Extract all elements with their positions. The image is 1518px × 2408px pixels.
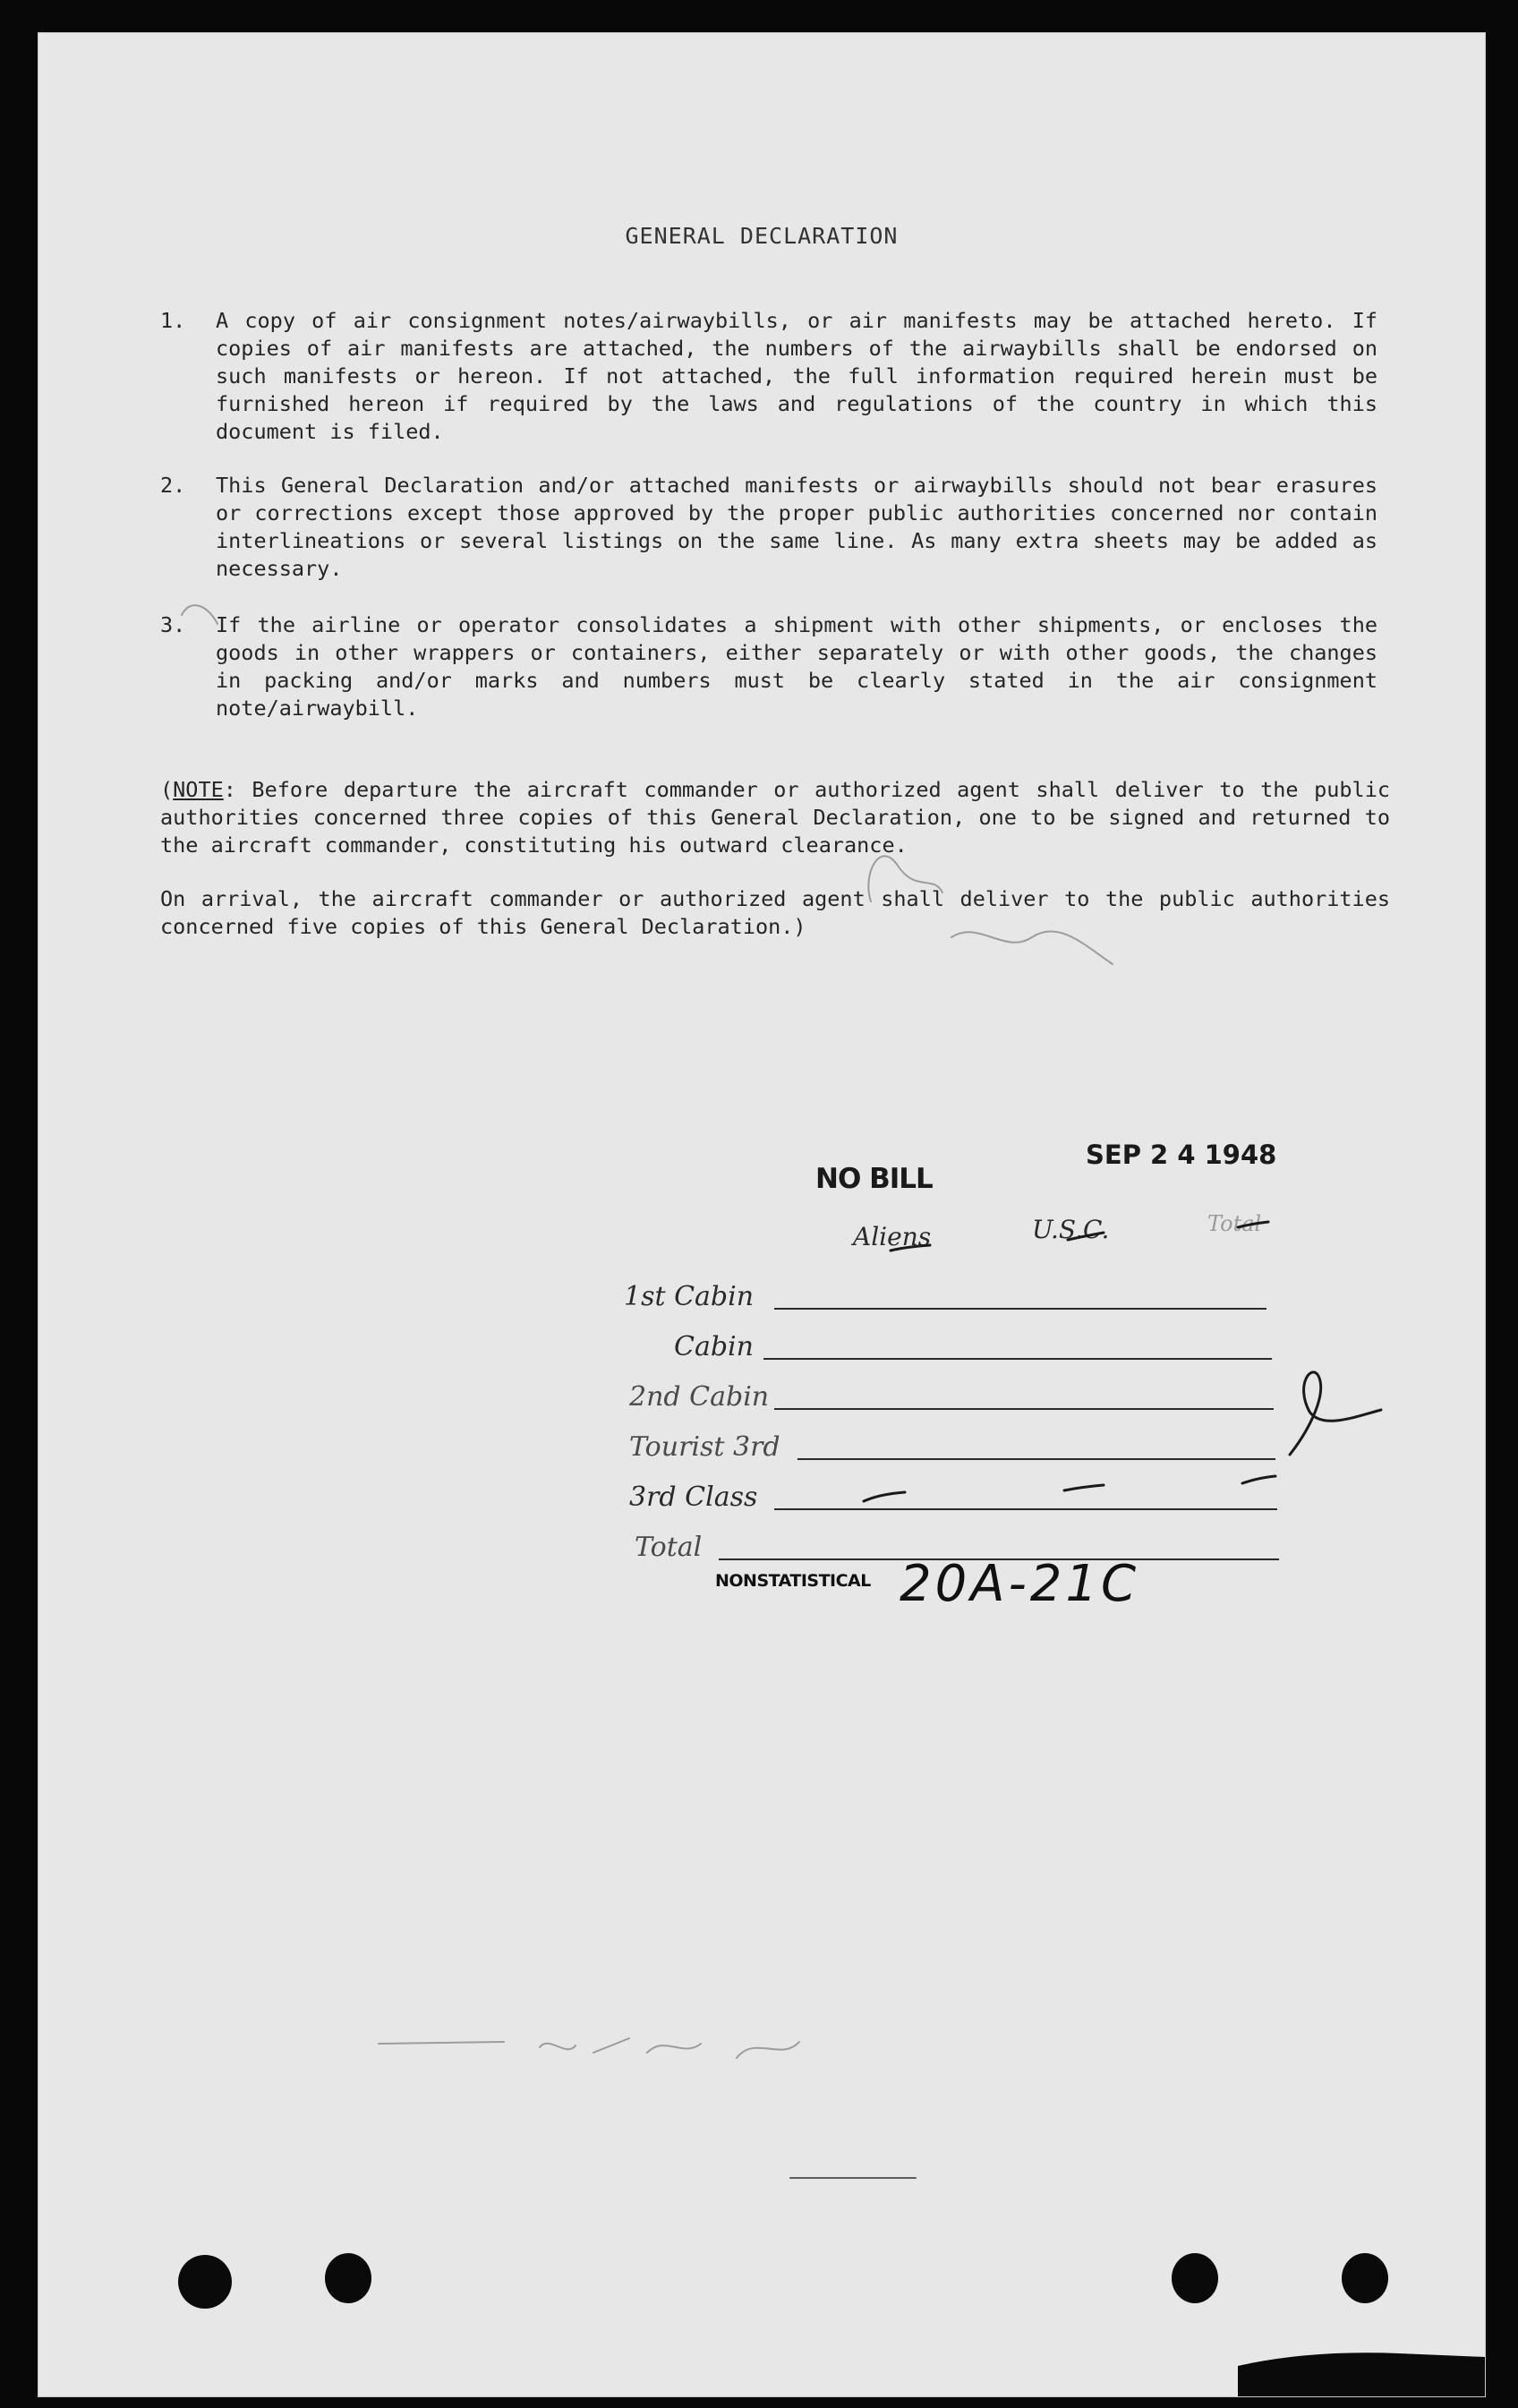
column-aliens: Aliens (853, 1222, 932, 1251)
handwritten-code: 20A-21C (900, 1555, 1140, 1613)
row-first-cabin: 1st Cabin (624, 1281, 755, 1312)
item-number: 2. (160, 473, 186, 498)
item-text: This General Declaration and/or attached manifests or airwaybills should not bear erasures or corrections except those approved by the proper public authorities concerned nor contain interlineations or several listings on the same line. As many extra sheets may be added as necessary. (216, 473, 1377, 581)
tick-mark (864, 1492, 905, 1501)
tick-mark (1242, 1476, 1275, 1483)
initials-mark (1290, 1372, 1381, 1455)
handwritten-marks (38, 33, 1485, 2396)
row-second-cabin: 2nd Cabin (629, 1381, 770, 1413)
punch-hole (325, 2253, 371, 2303)
arrival-note: On arrival, the aircraft commander or authorized agent shall deliver to the public authorities concerned five copies of this General Declaration.) (160, 886, 1390, 939)
torn-corner (1238, 2352, 1485, 2396)
faint-mirrored-text (540, 2038, 799, 2058)
row-tourist-third: Tourist 3rd (629, 1431, 780, 1463)
date-stamp: SEP 2 4 1948 (1086, 1140, 1277, 1170)
note-label: NOTE (173, 777, 224, 802)
tick-mark (1064, 1485, 1104, 1490)
row-cabin: Cabin (674, 1331, 754, 1362)
tick-mark (1238, 1222, 1268, 1227)
row-total: Total (635, 1532, 703, 1563)
document-title: GENERAL DECLARATION (625, 223, 899, 249)
document-page (38, 32, 1486, 2397)
note-open-paren: ( (160, 777, 174, 802)
faint-dash (379, 2042, 504, 2044)
item-text: If the airline or operator consolidates a shipment with other shipments, or encloses the goods in other wrappers or containers, either separately or with other goods, the changes in packing and/or marks and numbers must be clearly stated in the air consignment note/airwaybill. (216, 612, 1377, 721)
punch-hole (1342, 2253, 1388, 2303)
item-number: 1. (160, 308, 186, 333)
item-number: 3. (160, 612, 186, 637)
row-third-class: 3rd Class (629, 1482, 758, 1513)
tick-mark (891, 1245, 930, 1251)
column-usc: U.S.C. (1032, 1215, 1110, 1244)
column-total: Total (1207, 1211, 1262, 1236)
faint-signature (868, 856, 942, 901)
tick-mark (1068, 1233, 1104, 1240)
punch-hole (178, 2255, 232, 2309)
faint-mark (182, 605, 217, 624)
item-text: A copy of air consignment notes/airwaybills, or air manifests may be attached hereto. If copies of air manifests are attached, the numbers of the airwaybills shall be endorsed on such manifests or hereon. If not attached, the full information required herein must be furnished hereon if required by the laws and regulations of the country in which this document is filed. (216, 308, 1377, 444)
punch-hole (1172, 2253, 1218, 2303)
nonstatistical-stamp: NONSTATISTICAL (715, 1571, 871, 1591)
no-bill-stamp: NO BILL (815, 1163, 933, 1195)
faint-signature (951, 931, 1113, 964)
punch-holes (178, 2253, 1485, 2396)
note-text: : Before departure the aircraft commander or authorized agent shall deliver to the public authorities concerned three copies of this General Declaration, one to be signed and returned to the aircraft commander, constituting his outward clearance. (160, 777, 1390, 858)
